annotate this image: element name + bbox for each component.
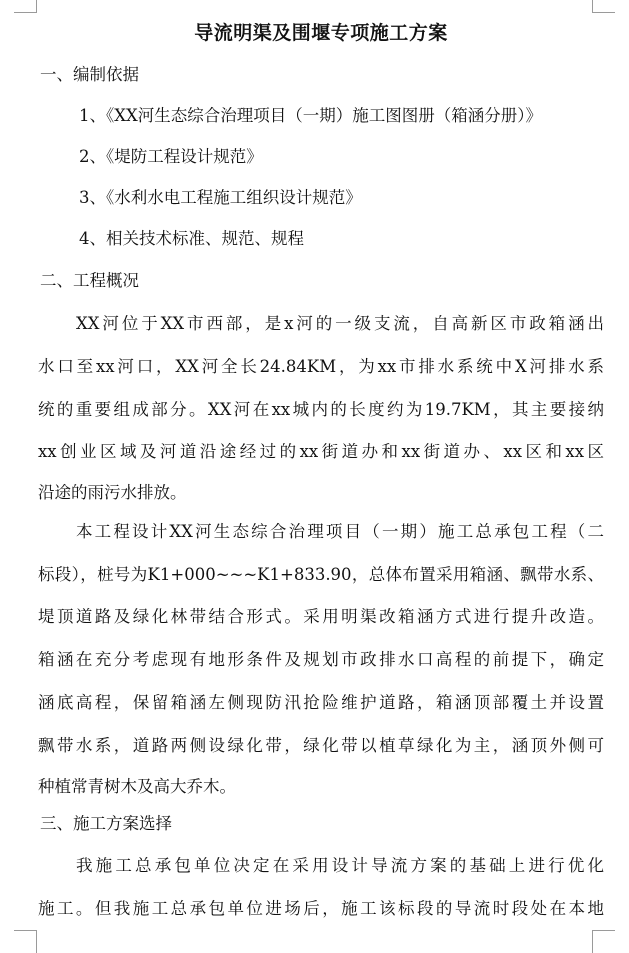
- paragraph-line: 飘带水系，道路两侧设绿化带，绿化带以植草绿化为主，涵顶外侧可: [38, 736, 604, 755]
- paragraph-line: 本工程设计XX河生态综合治理项目（一期）施工总承包工程（二: [76, 522, 604, 541]
- page-corner-mark: [14, 930, 37, 953]
- paragraph-line: 水口至xx河口，XX河全长24.84KM，为xx市排水系统中X河排水系: [38, 357, 604, 376]
- page-corner-mark: [592, 0, 615, 13]
- reference-item: 3、《水利水电工程施工组织设计规范》: [79, 188, 362, 207]
- paragraph-line: 我施工总承包单位决定在采用设计导流方案的基础上进行优化: [76, 856, 604, 875]
- paragraph-line: 涵底高程，保留箱涵左侧现防汛抢险维护道路，箱涵顶部覆土并设置: [38, 693, 604, 712]
- paragraph-line: 施工。但我施工总承包单位进场后，施工该标段的导流时段处在本地: [38, 899, 604, 918]
- paragraph-line: 标段），桩号为K1+000~~~K1+833.90，总体布置采用箱涵、飘带水系、: [38, 565, 604, 584]
- page-corner-mark: [14, 0, 37, 13]
- reference-item: 2、《堤防工程设计规范》: [79, 147, 263, 166]
- paragraph-line: 沿途的雨污水排放。: [38, 483, 187, 502]
- page-corner-mark: [592, 930, 615, 953]
- paragraph-line: 箱涵在充分考虑现有地形条件及规划市政排水口高程的前提下，确定: [38, 650, 604, 669]
- paragraph-line: xx创业区域及河道沿途经过的xx街道办和xx街道办、xx区和xx区: [38, 442, 604, 461]
- section-heading: 二、工程概况: [40, 271, 139, 290]
- reference-item: 1、《XX河生态综合治理项目（一期）施工图图册（箱涵分册）》: [79, 106, 542, 125]
- paragraph-line: 种植常青树木及高大乔木。: [38, 777, 236, 796]
- paragraph-line: 统的重要组成部分。XX河在xx城内的长度约为19.7KM，其主要接纳: [38, 400, 604, 419]
- reference-item: 4、相关技术标准、规范、规程: [79, 229, 304, 248]
- paragraph-line: XX河位于XX市西部，是x河的一级支流，自高新区市政箱涵出: [76, 314, 604, 333]
- section-heading: 三、施工方案选择: [40, 814, 172, 833]
- document-title: 导流明渠及围堰专项施工方案: [194, 22, 448, 44]
- section-heading: 一、编制依据: [40, 65, 139, 84]
- paragraph-line: 堤顶道路及绿化林带结合形式。采用明渠改箱涵方式进行提升改造。: [38, 607, 604, 626]
